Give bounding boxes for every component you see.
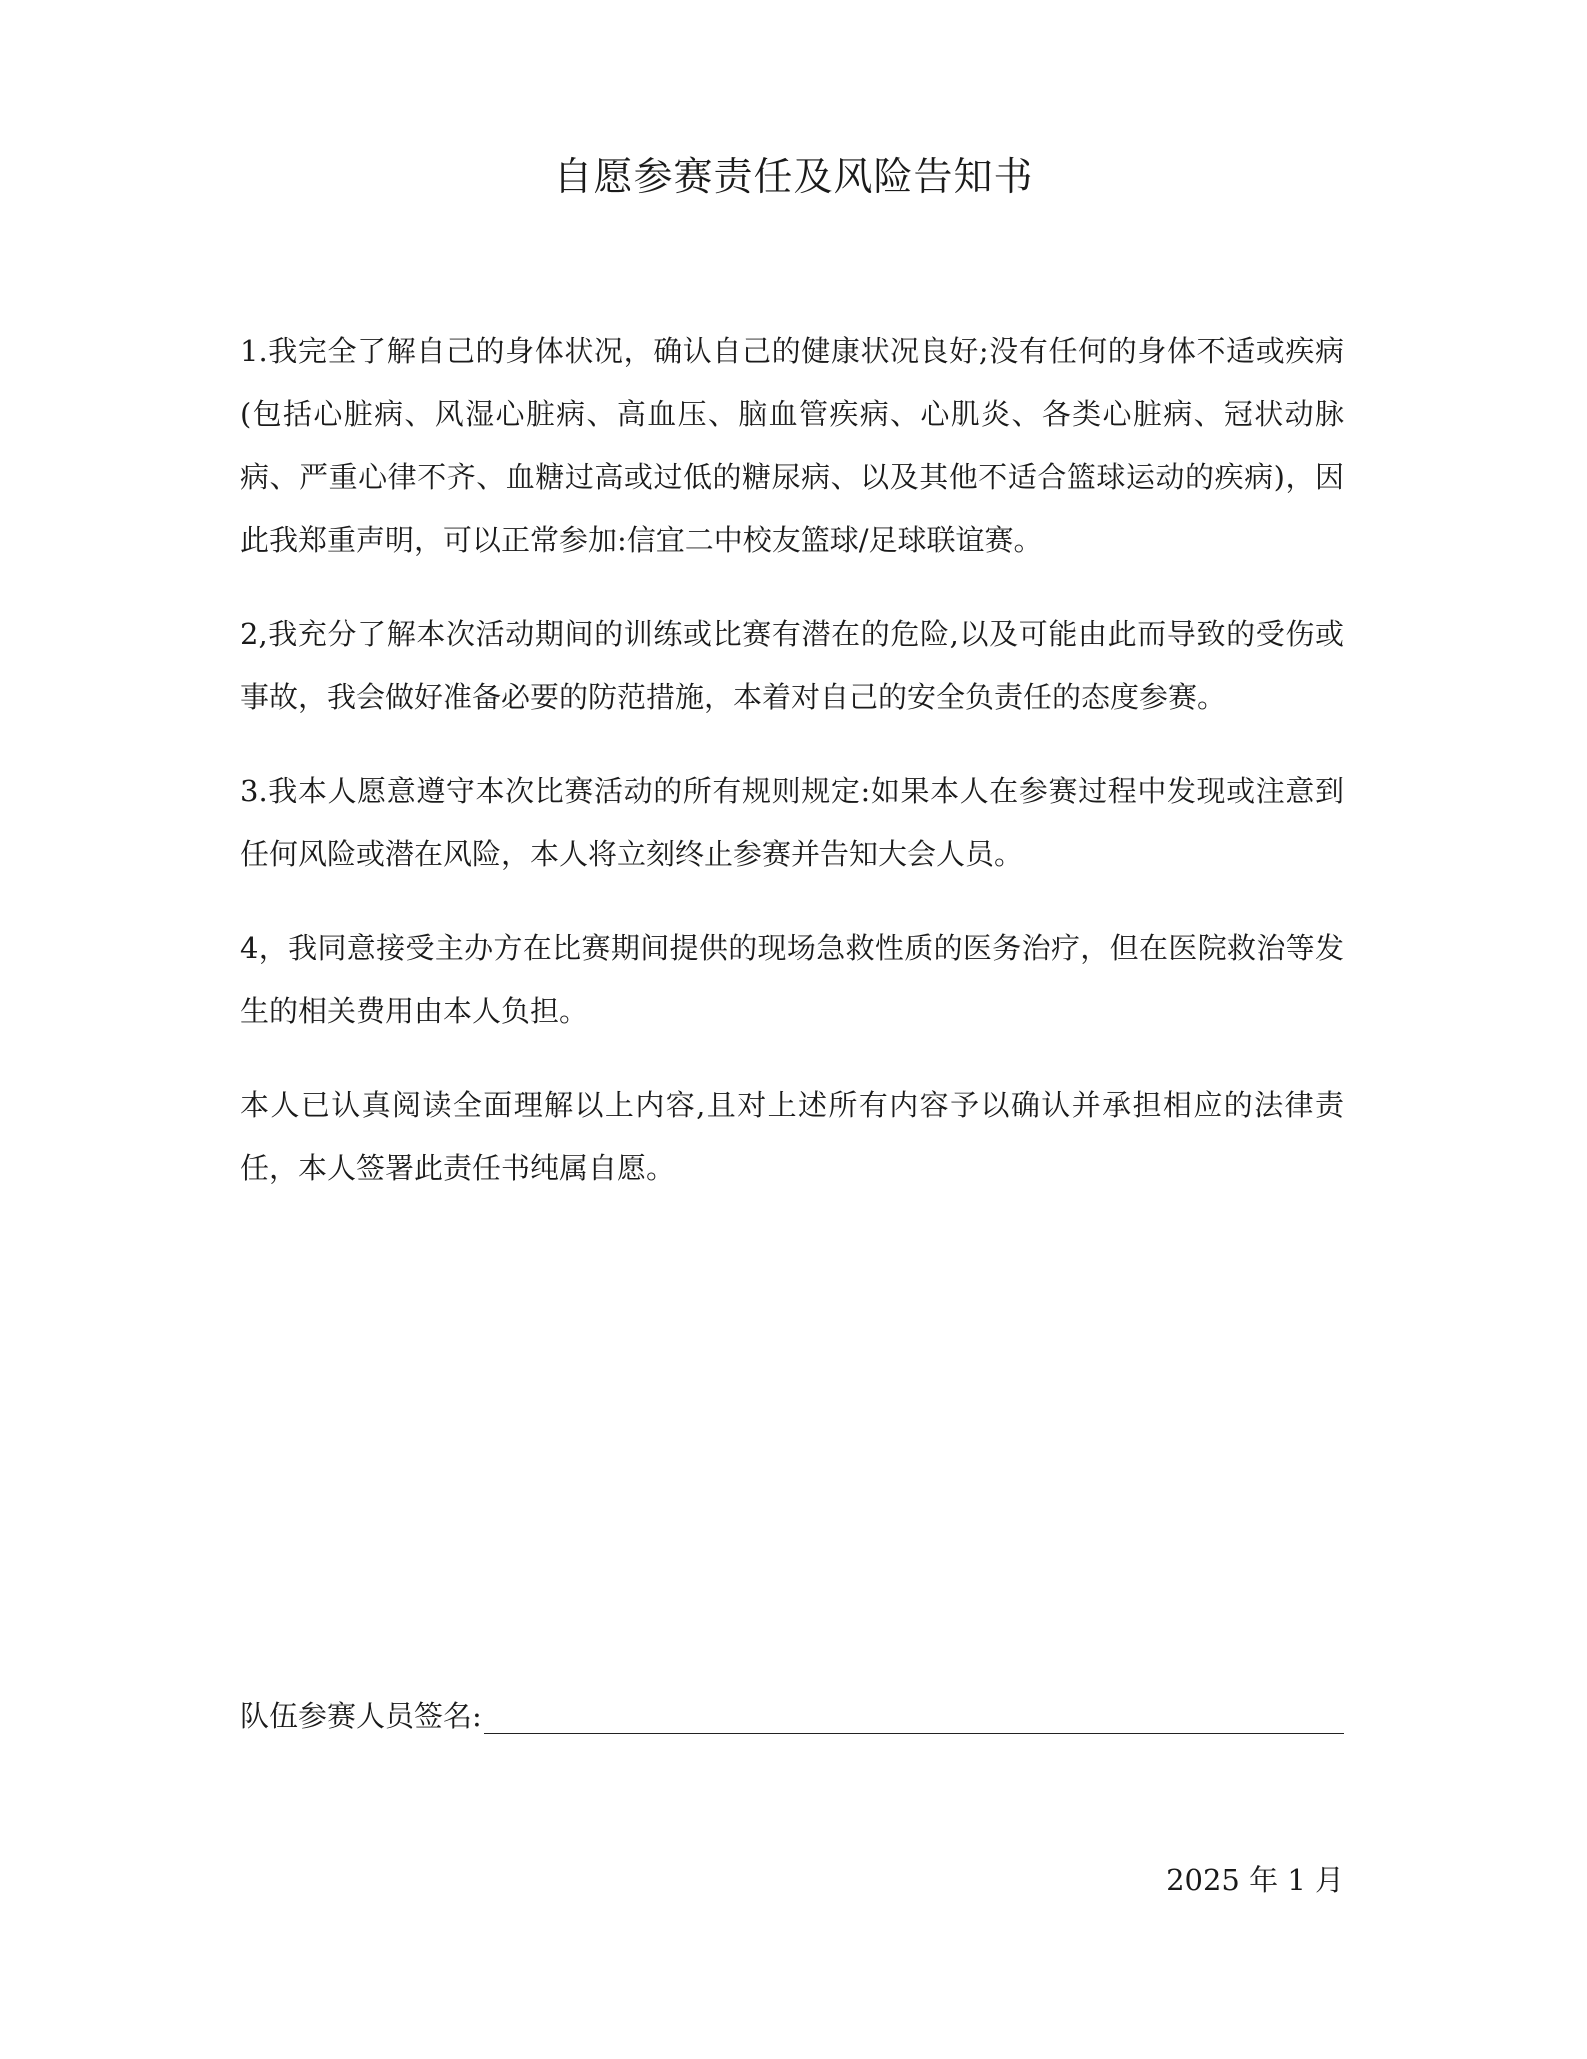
document-title: 自愿参赛责任及风险告知书 (553, 155, 1034, 200)
paragraph-medical-costs: 4，我同意接受主办方在比赛期间提供的现场急救性质的医务治疗，但在医院救治等发生的相关费用由本人负担。 (240, 931, 1344, 1028)
signature-line[interactable] (484, 1699, 1344, 1734)
document-body (240, 320, 1344, 1231)
signature-block (240, 1692, 1344, 1740)
document-date: 2025 年 1 月 (1166, 1863, 1344, 1897)
paragraph-health-declaration: 1.我完全了解自己的身体状况，确认自己的健康状况良好;没有任何的身体不适或疾病(包括心脏病、风湿心脏病、高血压、脑血管疾病、心肌炎、各类心脏病、冠状动脉病、严重心律不齐、血糖过高或过低的糖尿病、以及其他不适合篮球运动的疾病)，因此我郑重声明，可以正常参加:信宜二中校友篮球/足球联谊赛。 (240, 334, 1344, 557)
paragraph-acknowledgement: 本人已认真阅读全面理解以上内容,且对上述所有内容予以确认并承担相应的法律责任，本人签署此责任书纯属自愿。 (240, 1088, 1344, 1185)
paragraph-rules-compliance: 3.我本人愿意遵守本次比赛活动的所有规则规定:如果本人在参赛过程中发现或注意到任何风险或潜在风险，本人将立刻终止参赛并告知大会人员。 (240, 774, 1344, 871)
signature-label: 队伍参赛人员签名: (240, 1699, 482, 1733)
paragraph-risk-awareness: 2,我充分了解本次活动期间的训练或比赛有潜在的危险,以及可能由此而导致的受伤或事故，我会做好准备必要的防范措施，本着对自己的安全负责任的态度参赛。 (240, 617, 1344, 714)
